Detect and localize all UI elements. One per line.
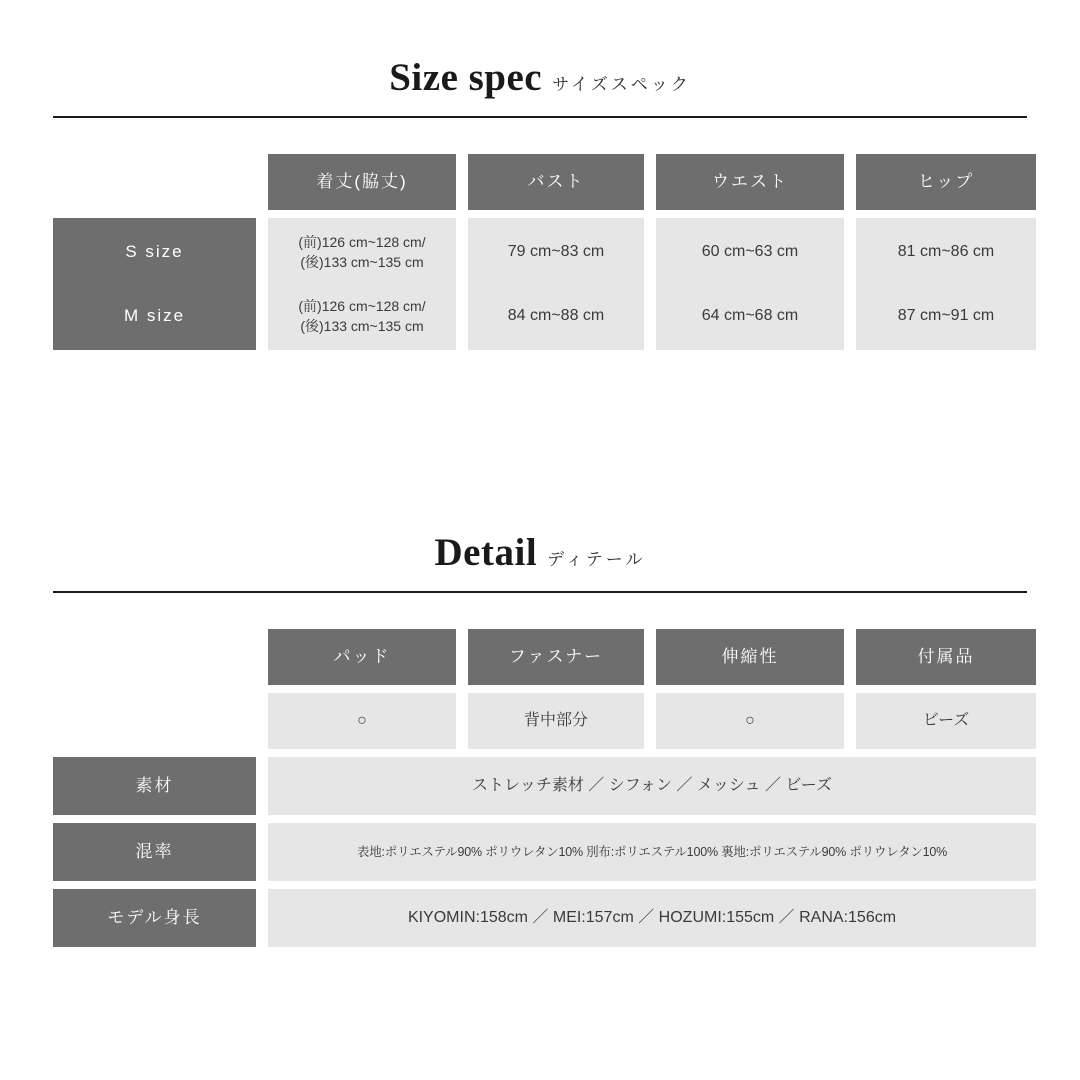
row-header-m-size: M size — [53, 282, 256, 350]
table-cell-zipper-value: 背中部分 — [468, 693, 644, 749]
table-cell-m-hip: 87 cm~91 cm — [856, 282, 1036, 350]
column-header-accessory: 付属品 — [856, 629, 1036, 685]
column-header-waist: ウエスト — [656, 154, 844, 210]
detail-section — [53, 530, 1027, 947]
s-length-line1: (前)126 cm~128 cm/ — [298, 233, 426, 250]
size-spec-section — [53, 55, 1027, 338]
table-cell-accessory-value: ビーズ — [856, 693, 1036, 749]
m-length-line1: (前)126 cm~128 cm/ — [298, 297, 426, 314]
size-spec-title-en: Size spec — [389, 56, 543, 99]
row-header-material: 素材 — [53, 757, 256, 815]
row-header-s-size: S size — [53, 218, 256, 286]
column-header-stretch: 伸縮性 — [656, 629, 844, 685]
size-spec-table — [53, 154, 1027, 338]
size-spec-title-jp: サイズスペック — [552, 75, 691, 94]
detail-title-jp: ディテール — [547, 550, 646, 569]
size-spec-title — [53, 55, 1027, 100]
m-length-line2: (後)133 cm~135 cm — [300, 318, 424, 334]
table-cell-model-height-value: KIYOMIN:158cm ／ MEI:157cm ／ HOZUMI:155cm ／ RANA:156cm — [268, 889, 1036, 947]
detail-divider — [53, 591, 1027, 593]
column-header-hip: ヒップ — [856, 154, 1036, 210]
detail-value-row-spacer — [53, 693, 256, 749]
size-spec-corner-cell — [53, 154, 256, 210]
detail-table — [53, 629, 1027, 947]
table-cell-m-waist: 64 cm~68 cm — [656, 282, 844, 350]
column-header-pad: パッド — [268, 629, 456, 685]
table-cell-m-bust: 84 cm~88 cm — [468, 282, 644, 350]
table-cell-m-length — [268, 282, 456, 350]
size-spec-divider — [53, 116, 1027, 118]
table-cell-pad-value: ○ — [268, 693, 456, 749]
row-header-model-height: モデル身長 — [53, 889, 256, 947]
table-cell-s-bust: 79 cm~83 cm — [468, 218, 644, 286]
table-cell-stretch-value: ○ — [656, 693, 844, 749]
table-cell-material-value: ストレッチ素材 ／ シフォン ／ メッシュ ／ ビーズ — [268, 757, 1036, 815]
table-cell-s-hip: 81 cm~86 cm — [856, 218, 1036, 286]
s-length-line2: (後)133 cm~135 cm — [300, 254, 424, 270]
table-cell-composition-value: 表地:ポリエステル90% ポリウレタン10% 別布:ポリエステル100% 裏地:ポリエステル90% ポリウレタン10% — [268, 823, 1036, 881]
row-header-composition: 混率 — [53, 823, 256, 881]
detail-corner-cell — [53, 629, 256, 685]
detail-title-en: Detail — [434, 531, 538, 574]
detail-title — [53, 530, 1027, 575]
column-header-length: 着丈(脇丈) — [268, 154, 456, 210]
column-header-bust: バスト — [468, 154, 644, 210]
table-cell-s-length — [268, 218, 456, 286]
column-header-zipper: ファスナー — [468, 629, 644, 685]
table-cell-s-waist: 60 cm~63 cm — [656, 218, 844, 286]
